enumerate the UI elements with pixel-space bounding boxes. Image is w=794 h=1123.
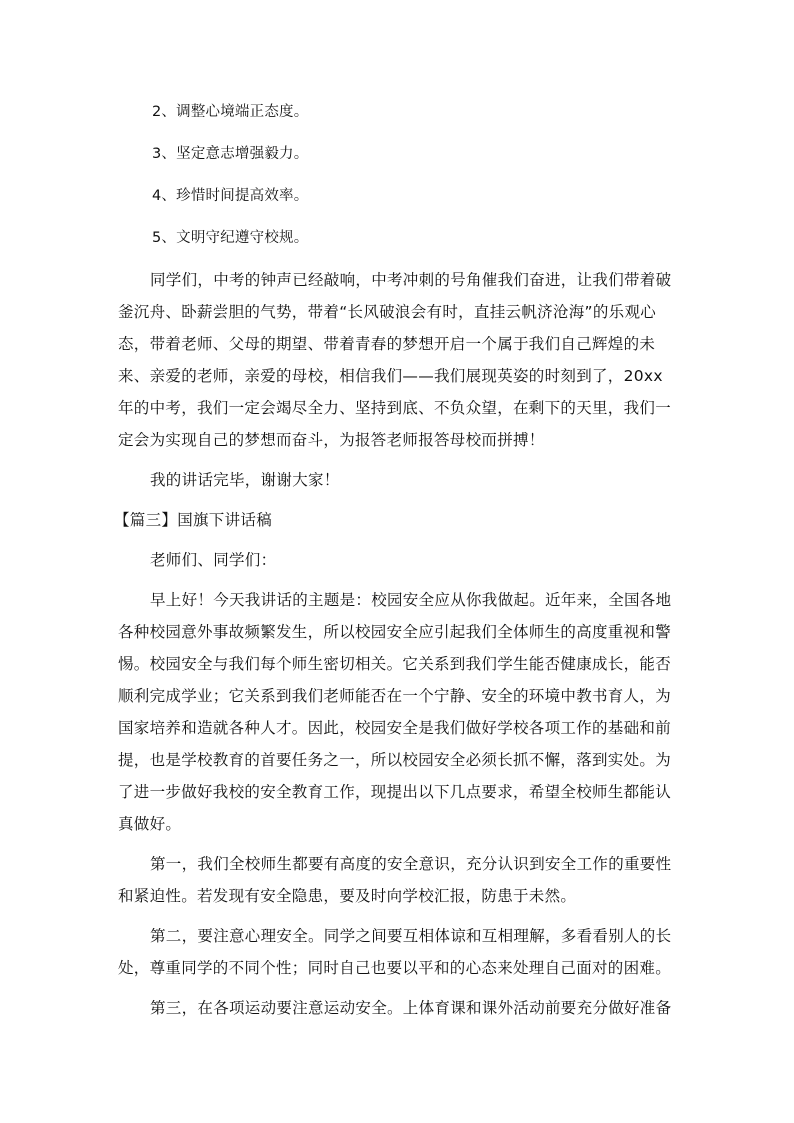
- point-one-paragraph: 第一，我们全校师生都要有高度的安全意识，充分认识到安全工作的重要性和紧迫性。若发现有安全隐患，要及时向学校汇报，防患于未然。: [118, 855, 672, 905]
- list-item: 5、文明守纪遵守校规。: [152, 230, 309, 246]
- list-item: 3、坚定意志增强毅力。: [152, 146, 309, 162]
- list-item: 2、调整心境端正态度。: [152, 104, 309, 120]
- thanks-paragraph: 我的讲话完毕，谢谢大家！: [150, 471, 340, 489]
- list-item: 4、珍惜时间提高效率。: [152, 188, 309, 204]
- point-two-paragraph: 第二，要注意心理安全。同学之间要互相体谅和互相理解，多看看别人的长处，尊重同学的不同个性；同时自己也要以平和的心态来处理自己面对的困难。: [118, 927, 672, 977]
- intro-paragraph: 早上好！今天我讲话的主题是：校园安全应从你我做起。近年来，全国各地各种校园意外事故频繁发生，所以校园安全应引起我们全体师生的高度重视和警惕。校园安全与我们每个师生密切相关。它关系到我们学生能否健康成长，能否顺利完成学业；它关系到我们老师能否在一个宁静、安全的环境中教书育人，为国家培养和造就各种人才。因此，校园安全是我们做好学校各项工作的基础和前提，也是学校教育的首要任务之一，所以校园安全必须长抓不懈，落到实处。为了进一步做好我校的安全教育工作，现提出以下几点要求，希望全校师生都能认真做好。: [118, 591, 672, 833]
- closing-paragraph: 同学们，中考的钟声已经敲响，中考冲刺的号角催我们奋进，让我们带着破釜沉舟、卧薪尝胆的气势，带着“长风破浪会有时，直挂云帆济沧海”的乐观心态，带着老师、父母的期望、带着青春的梦想开启一个属于我们自己辉煌的未来、亲爱的老师，亲爱的母校，相信我们——我们展现英姿的时刻到了，20xx年的中考，我们一定会竭尽全力、坚持到底、不负众望，在剩下的天里，我们一定会为实现自己的梦想而奋斗，为报答老师报答母校而拼搏！: [118, 271, 672, 449]
- document-body: [114, 264, 676, 1024]
- section-heading: 【篇三】国旗下讲话稿: [114, 511, 273, 529]
- goal-list: [152, 99, 308, 267]
- greeting-paragraph: 老师们、同学们：: [150, 551, 277, 569]
- point-three-paragraph: 第三，在各项运动要注意运动安全。上体育课和课外活动前要充分做好准备: [150, 999, 672, 1017]
